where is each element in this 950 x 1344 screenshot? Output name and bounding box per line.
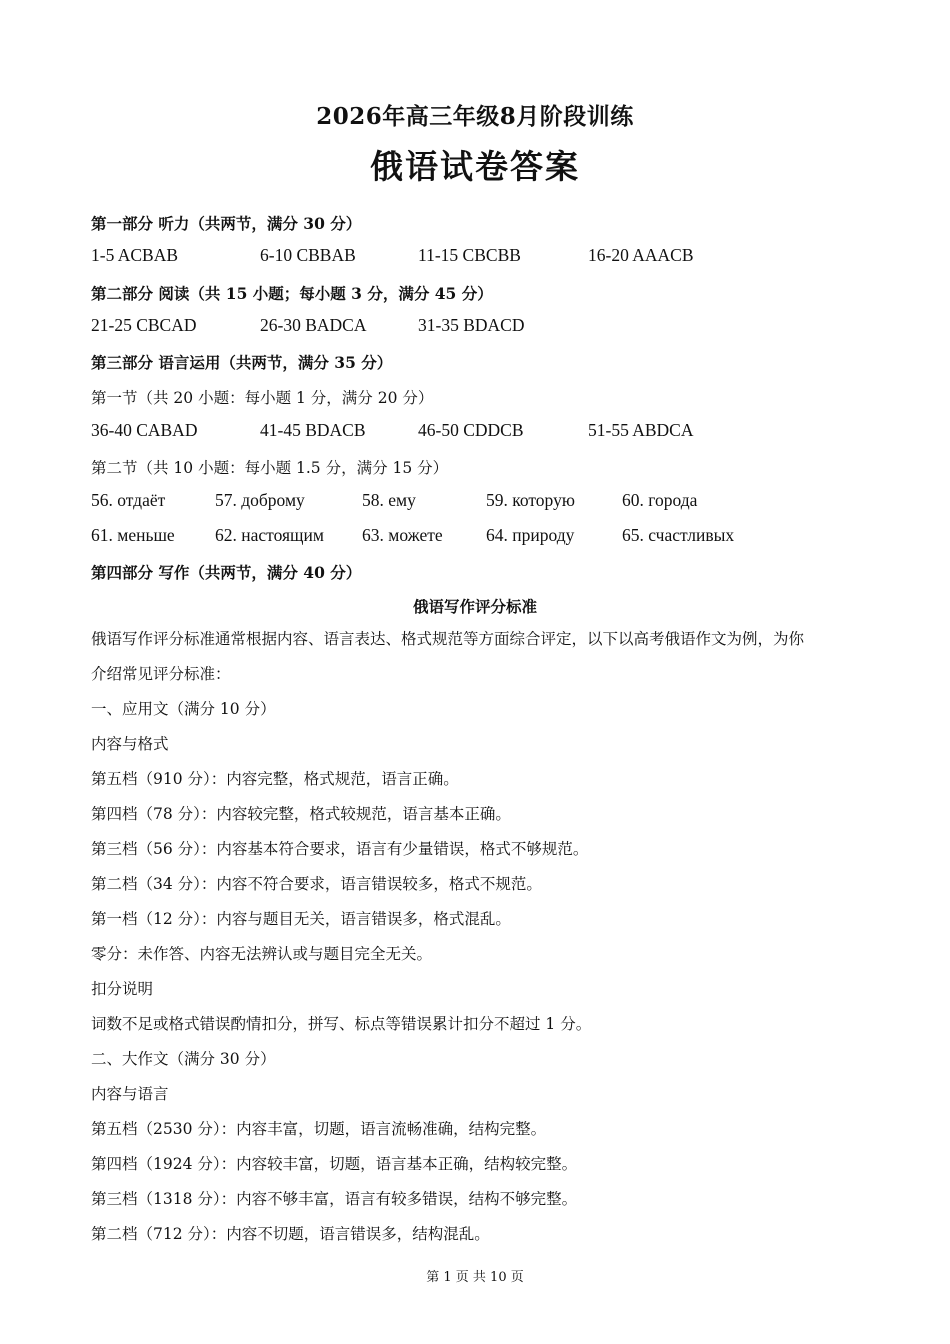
criteria-line: 第一档（12 分）：内容与题目无关，语言错误多，格式混乱。 [91,910,511,928]
part1-heading: 第一部分 听力（共两节，满分 30 分） [91,214,362,233]
answer-group: 36-40 CABAD [91,420,198,440]
word-answer: 61. меньше [91,525,175,545]
part4-heading: 第四部分 写作（共两节，满分 40 分） [91,563,362,582]
answer-group: 31-35 BDACD [418,315,525,335]
criteria-body [91,622,866,1252]
word-answer: 64. природу [486,525,575,545]
criteria-line: 第四档（78 分）：内容较完整，格式较规范，语言基本正确。 [91,805,511,823]
criteria-line: 内容与格式 [91,735,169,753]
criteria-line: 内容与语言 [91,1085,169,1103]
page-footer: 第 1 页 共 10 页 [426,1270,524,1285]
answer-group: 6-10 CBBAB [260,245,356,265]
part3-section1-label: 第一节（共 20 小题：每小题 1 分，满分 20 分） [91,389,434,407]
part2-answers [91,315,891,339]
part3-section2-row2 [91,525,891,549]
exam-subtitle: 俄语试卷答案 [370,147,580,186]
criteria-line: 第二档（34 分）：内容不符合要求，语言错误较多，格式不规范。 [91,875,542,893]
intro-line: 俄语写作评分标准通常根据内容、语言表达、格式规范等方面综合评定，以下以高考俄语作文为例，为你 [91,630,805,648]
criteria-line: 第四档（1924 分）：内容较丰富，切题，语言基本正确，结构较完整。 [91,1155,578,1173]
exam-title: 2026年高三年级8月阶段训练 [316,103,634,130]
criteria-line: 第三档（1318 分）：内容不够丰富，语言有较多错误，结构不够完整。 [91,1190,578,1208]
answer-group: 21-25 CBCAD [91,315,197,335]
word-answer: 58. ему [362,490,416,510]
criteria-line: 词数不足或格式错误酌情扣分，拼写、标点等错误累计扣分不超过 1 分。 [91,1015,592,1033]
criteria-line: 第五档（2530 分）：内容丰富，切题，语言流畅准确，结构完整。 [91,1120,547,1138]
criteria-line: 二、大作文（满分 30 分） [91,1050,276,1068]
answer-group: 11-15 CBCBB [418,245,521,265]
answer-group: 51-55 ABDCA [588,420,694,440]
answer-group: 16-20 AAACB [588,245,694,265]
word-answer: 62. настоящим [215,525,324,545]
word-answer: 60. города [622,490,698,510]
answer-group: 41-45 BDACB [260,420,366,440]
word-answer: 56. отдаёт [91,490,166,510]
intro-line: 介绍常见评分标准： [91,665,231,683]
criteria-line: 第五档（910 分）：内容完整，格式规范，语言正确。 [91,770,459,788]
part3-section2-label: 第二节（共 10 小题：每小题 1.5 分，满分 15 分） [91,459,449,477]
part2-heading: 第二部分 阅读（共 15 小题；每小题 3 分，满分 45 分） [91,284,493,303]
word-answer: 65. счастливых [622,525,735,545]
criteria-line: 一、应用文（满分 10 分） [91,700,276,718]
criteria-line: 零分：未作答、内容无法辨认或与题目完全无关。 [91,945,433,963]
part3-section2-row1 [91,490,891,514]
part3-heading: 第三部分 语言运用（共两节，满分 35 分） [91,353,393,372]
word-answer: 59. которую [486,490,575,510]
answer-group: 26-30 BADCA [260,315,367,335]
word-answer: 63. можете [362,525,443,545]
part1-answers [91,245,891,269]
part3-section1-answers [91,420,891,444]
criteria-title: 俄语写作评分标准 [412,597,537,616]
criteria-line: 第三档（56 分）：内容基本符合要求，语言有少量错误，格式不够规范。 [91,840,589,858]
word-answer: 57. доброму [215,490,305,510]
answer-group: 1-5 ACBAB [91,245,179,265]
answer-group: 46-50 CDDCB [418,420,524,440]
criteria-line: 扣分说明 [91,980,154,998]
criteria-line: 第二档（712 分）：内容不切题，语言错误多，结构混乱。 [91,1225,490,1243]
